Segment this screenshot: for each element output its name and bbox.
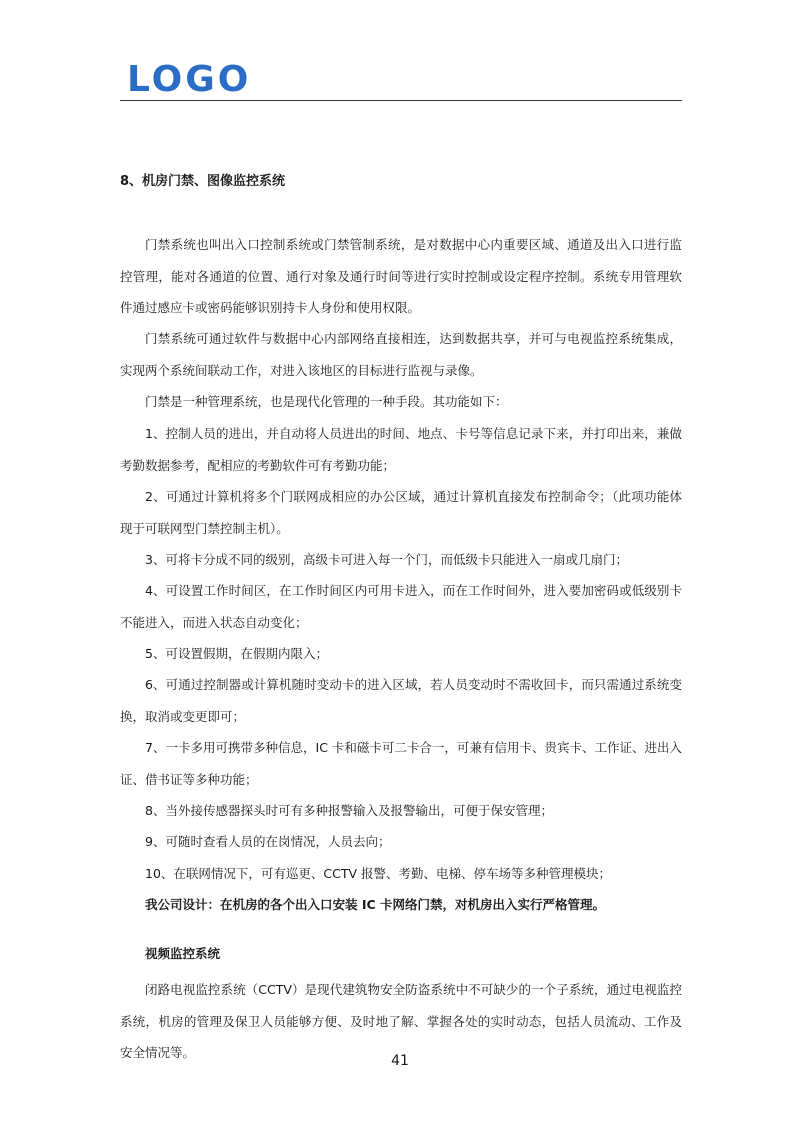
function-item-1: 1、控制人员的进出，并自动将人员进出的时间、地点、卡号等信息记录下来，并打印出来，兼做考勤数据参考，配相应的考勤软件可有考勤功能； xyxy=(120,426,682,473)
header-divider xyxy=(120,100,682,101)
function-item-7: 7、一卡多用可携带多种信息，IC 卡和磁卡可二卡合一，可兼有信用卡、贵宾卡、工作证、进出入证、借书证等多种功能； xyxy=(120,740,682,787)
page-number: 41 xyxy=(391,1053,409,1069)
function-item-10: 10、在联网情况下，可有巡更、CCTV 报警、考勤、电梯、停车场等多种管理模块； xyxy=(145,866,612,881)
function-item-4: 4、可设置工作时间区，在工作时间区内可用卡进入，而在工作时间外，进入要加密码或低级别卡不能进入，而进入状态自动变化； xyxy=(120,583,682,630)
function-item-3: 3、可将卡分成不同的级别，高级卡可进入每一个门，而低级卡只能进入一扇或几扇门； xyxy=(145,552,628,567)
function-item-9: 9、可随时查看人员的在岗情况，人员去向； xyxy=(145,834,391,849)
section-title: 8、机房门禁、图像监控系统 xyxy=(120,174,286,189)
function-item-2: 2、可通过计算机将多个门联网成相应的办公区域，通过计算机直接发布控制命令；（此项功能体现于可联网型门禁控制主机）。 xyxy=(120,489,682,536)
function-item-8: 8、当外接传感器探头时可有多种报警输入及报警输出，可便于保安管理； xyxy=(145,803,553,818)
function-item-6: 6、可通过控制器或计算机随时变动卡的进入区域，若人员变动时不需收回卡，而只需通过系统变换，取消或变更即可； xyxy=(120,677,682,724)
video-section-title: 视频监控系统 xyxy=(145,946,221,961)
company-design-statement: 我公司设计：在机房的各个出入口安装 IC 卡网络门禁，对机房出入实行严格管理。 xyxy=(145,897,606,912)
function-item-5: 5、可设置假期，在假期内限入； xyxy=(145,646,328,661)
paragraph-network: 门禁系统可通过软件与数据中心内部网络直接相连，达到数据共享，并可与电视监控系统集成，实现两个系统间联动工作，对进入该地区的目标进行监视与录像。 xyxy=(120,331,682,378)
paragraph-intro: 门禁系统也叫出入口控制系统或门禁管制系统，是对数据中心内重要区域、通道及出入口进行监控管理，能对各通道的位置、通行对象及通行时间等进行实时控制或设定程序控制。系统专用管理软件通过感应卡或密码能够识别持卡人身份和使用权限。 xyxy=(120,237,682,315)
page-header xyxy=(120,60,682,102)
paragraph-functions-lead: 门禁是一种管理系统，也是现代化管理的一种手段。其功能如下： xyxy=(145,394,508,409)
logo: LOGO xyxy=(127,59,252,100)
paragraph-cctv: 闭路电视监控系统（CCTV）是现代建筑物安全防盗系统中不可缺少的一个子系统，通过电视监控系统，机房的管理及保卫人员能够方便、及时地了解、掌握各处的实时动态，包括人员流动、工作及安全情况等。 xyxy=(120,982,682,1060)
